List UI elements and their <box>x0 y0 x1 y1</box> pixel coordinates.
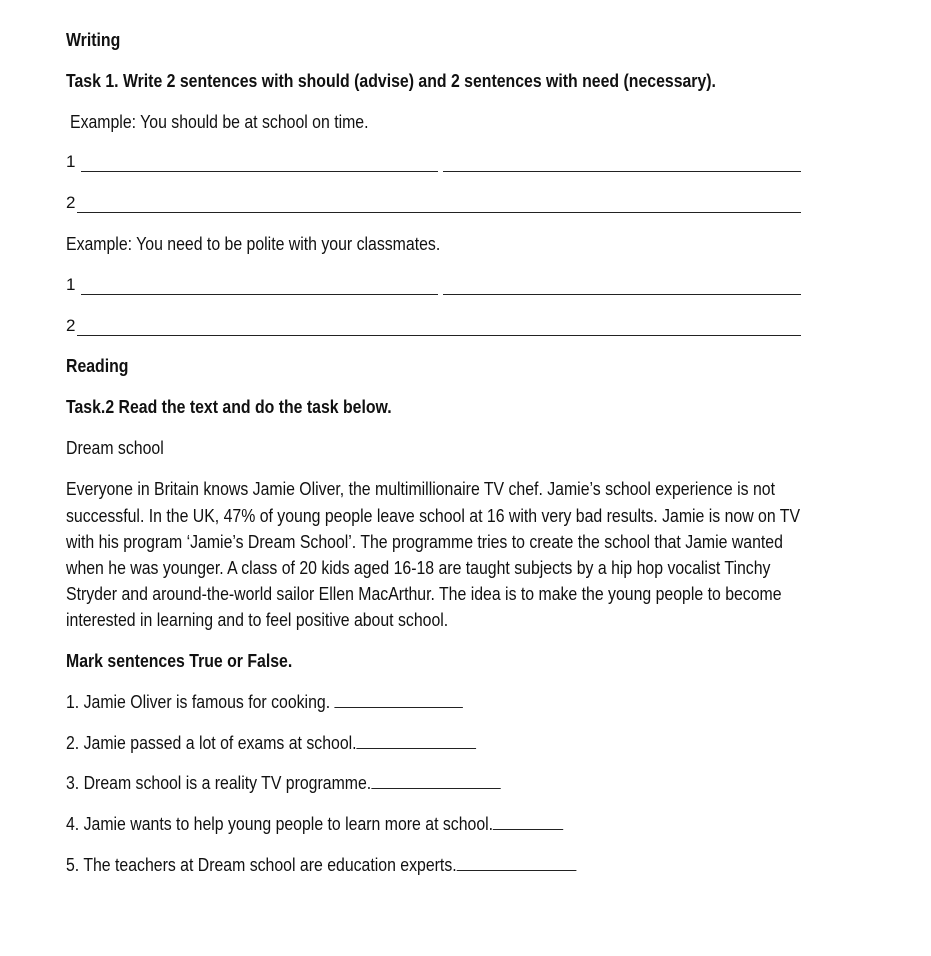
answer-blank[interactable] <box>335 691 463 708</box>
paragraph-line: successful. In the UK, 47% of young people leave school at 16 with very bad results. Jamie is now on TV <box>66 506 801 526</box>
answer-line[interactable] <box>443 171 801 172</box>
question-item <box>66 813 563 835</box>
line-number: 2 <box>66 316 76 335</box>
answer-line[interactable] <box>81 294 438 295</box>
question-text: 3. Dream school is a reality TV programme. <box>66 773 372 793</box>
line-number: 1 <box>66 152 76 171</box>
question-item <box>66 691 463 713</box>
answer-line[interactable] <box>77 335 801 336</box>
task2-instruction: Task.2 Read the text and do the task below. <box>66 397 392 417</box>
question-item <box>66 854 576 876</box>
writing-heading: Writing <box>66 30 121 50</box>
answer-blank[interactable] <box>357 732 477 749</box>
paragraph-line: Everyone in Britain knows Jamie Oliver, the multimillionaire TV chef. Jamie’s school experience is not <box>66 479 776 499</box>
question-text: 5. The teachers at Dream school are education experts. <box>66 855 457 875</box>
line-number: 1 <box>66 275 76 294</box>
answer-line[interactable] <box>77 212 801 213</box>
question-text: 1. Jamie Oliver is famous for cooking. <box>66 692 335 712</box>
example-should: Example: You should be at school on time. <box>70 112 369 132</box>
example-need: Example: You need to be polite with your classmates. <box>66 234 441 254</box>
line-number: 2 <box>66 193 76 212</box>
answer-line[interactable] <box>81 171 438 172</box>
paragraph-line: when he was younger. A class of 20 kids aged 16-18 are taught subjects by a hip hop vocalist Tinchy <box>66 558 771 578</box>
answer-blank[interactable] <box>371 772 500 789</box>
reading-heading: Reading <box>66 356 129 376</box>
question-text: 2. Jamie passed a lot of exams at school. <box>66 733 357 753</box>
task1-instruction: Task 1. Write 2 sentences with should (advise) and 2 sentences with need (necessary). <box>66 71 716 91</box>
answer-line[interactable] <box>443 294 801 295</box>
text-title: Dream school <box>66 438 164 458</box>
question-text: 4. Jamie wants to help young people to learn more at school. <box>66 814 494 834</box>
answer-blank[interactable] <box>493 813 563 830</box>
question-item <box>66 732 476 754</box>
paragraph-line: interested in learning and to feel positive about school. <box>66 610 449 630</box>
question-item <box>66 772 501 794</box>
mark-heading: Mark sentences True or False. <box>66 651 293 671</box>
paragraph-line: with his program ‘Jamie’s Dream School’. The programme tries to create the school that Jamie wanted <box>66 532 783 552</box>
answer-blank[interactable] <box>457 854 577 871</box>
paragraph-line: Stryder and around-the-world sailor Ellen MacArthur. The idea is to make the young people to become <box>66 584 782 604</box>
